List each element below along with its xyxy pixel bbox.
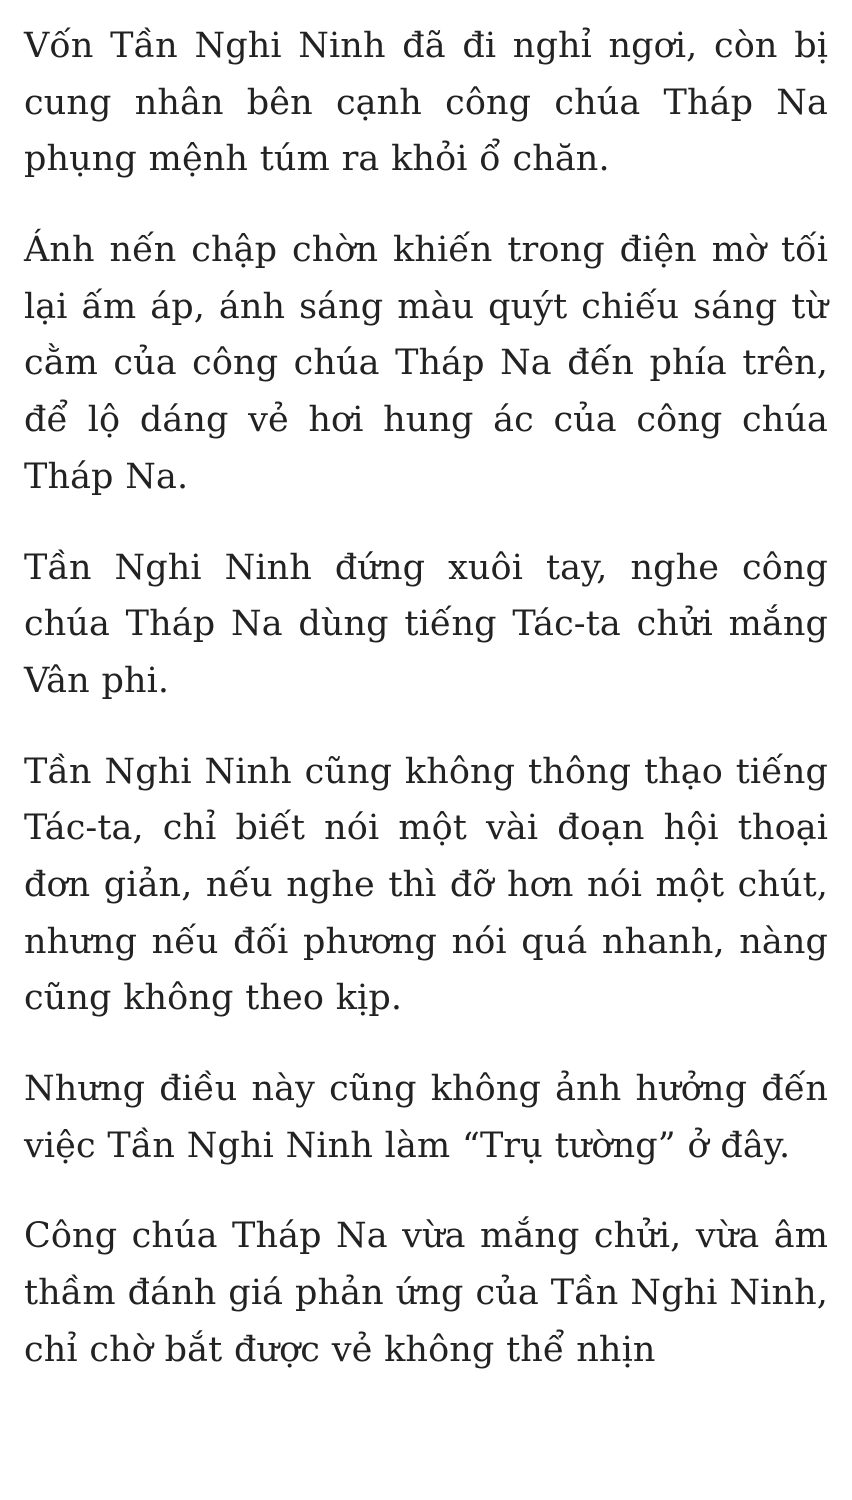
paragraph: Tần Nghi Ninh đứng xuôi tay, nghe công chúa Tháp Na dùng tiếng Tác-ta chửi mắng Vân phi. — [24, 547, 828, 701]
paragraph: Ánh nến chập chờn khiến trong điện mờ tối lại ấm áp, ánh sáng màu quýt chiếu sáng từ cằm của công chúa Tháp Na đến phía trên, để lộ dáng vẻ hơi hung ác của công chúa Tháp Na. — [24, 230, 828, 497]
paragraph: Tần Nghi Ninh cũng không thông thạo tiếng Tác-ta, chỉ biết nói một vài đoạn hội thoại đơn giản, nếu nghe thì đỡ hơn nói một chút, nhưng nếu đối phương nói quá nhanh, nàng cũng không theo kịp. — [24, 751, 828, 1019]
paragraph: Nhưng điều này cũng không ảnh hưởng đến việc Tần Nghi Ninh làm “Trụ tường” ở đây. — [24, 1069, 828, 1166]
paragraph: Công chúa Tháp Na vừa mắng chửi, vừa âm thầm đánh giá phản ứng của Tần Nghi Ninh, chỉ chờ bắt được vẻ không thể nhịn — [24, 1216, 828, 1370]
paragraph: Vốn Tần Nghi Ninh đã đi nghỉ ngơi, còn bị cung nhân bên cạnh công chúa Tháp Na phụng mệnh túm ra khỏi ổ chăn. — [24, 26, 828, 180]
